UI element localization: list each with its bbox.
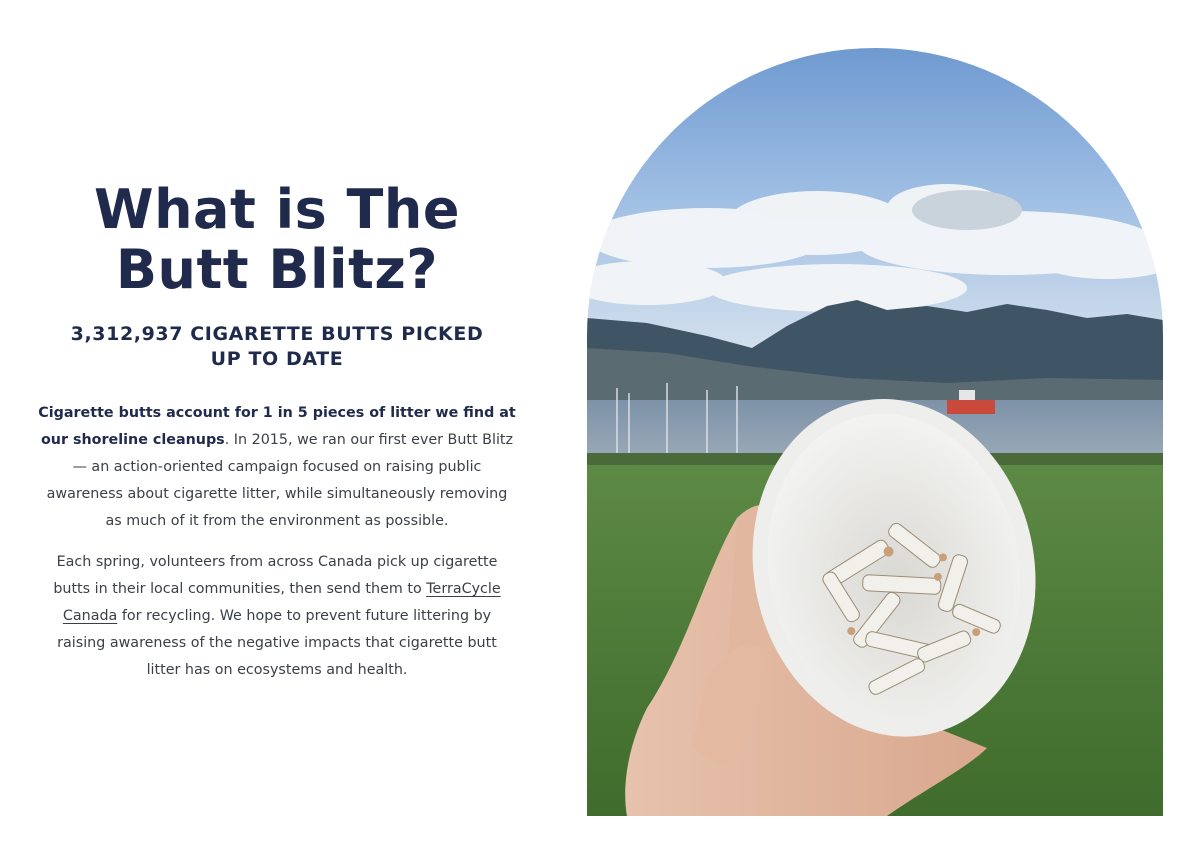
cup-of-cigarette-butts-photo xyxy=(587,48,1163,816)
terracycle-canada-link[interactable]: TerraCycle Canada xyxy=(62,581,501,624)
intro-paragraph-1-bold: Cigarette butts account for 1 in 5 pieces of litter we find at our shoreline cleanups xyxy=(38,405,516,448)
intro-paragraph-2-before-link: Each spring, volunteers from across Canada pick up cigarette butts in their local communities, then send them to xyxy=(53,554,498,597)
arched-photo xyxy=(587,48,1163,816)
intro-text-column xyxy=(38,180,516,684)
intro-paragraph-2 xyxy=(38,549,516,684)
intro-paragraph-1 xyxy=(38,400,516,535)
butts-count-stat: 3,312,937 CIGARETTE BUTTS PICKED UP TO DATE xyxy=(70,323,484,370)
intro-paragraph-2-after-link: for recycling. We hope to prevent future littering by raising awareness of the negative impacts that cigarette butt litter has on ecosystems and health. xyxy=(57,608,497,678)
section-title: What is The Butt Blitz? xyxy=(94,178,460,301)
intro-paragraph-1-rest: . In 2015, we ran our first ever Butt Blitz — an action-oriented campaign focused on raising public awareness about cigarette litter, while simultaneously removing as much of it from the environment as possible. xyxy=(46,432,514,529)
